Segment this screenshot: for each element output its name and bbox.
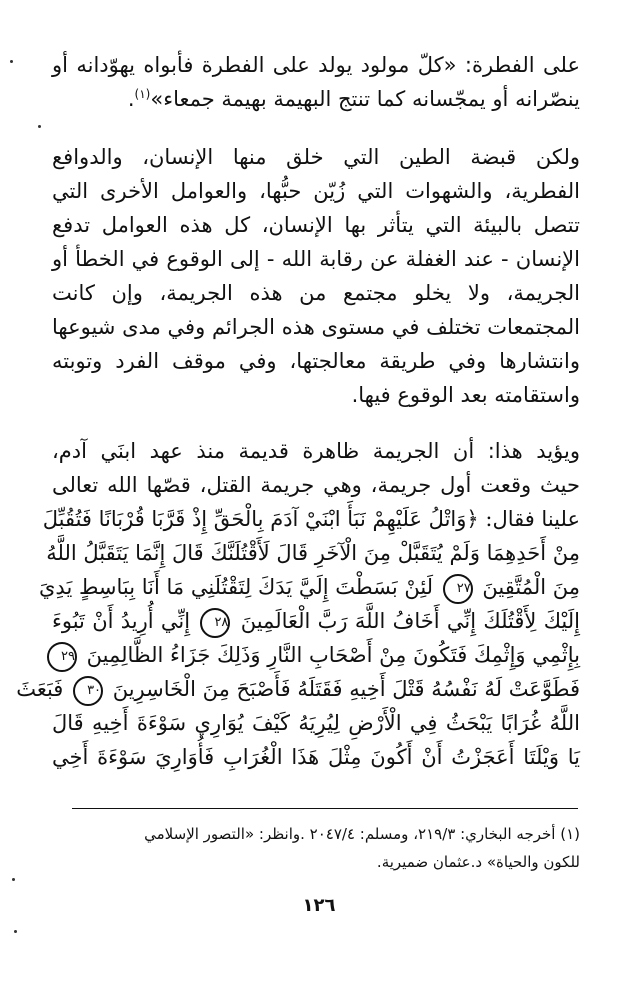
- scan-speck: [10, 60, 13, 63]
- text-line: وانتشارها وفي طريقة معالجتها، وفي موقف الفرد وتوبته: [52, 349, 580, 373]
- quran-text: بِإِثْمِي وَإِثْمِكَ فَتَكُونَ مِنْ أَصْحَابِ النَّارِ وَذَلِكَ جَزَاءُ الظَّالِمِينَ: [79, 643, 580, 667]
- text-line: تتصل بالبيئة التي يتأثر بها الإنسان، كل هذه العوامل تدفع: [52, 213, 580, 237]
- quran-line: [52, 638, 580, 672]
- quran-line: [42, 502, 580, 536]
- ayah-number-marker: ٢٩: [47, 642, 77, 672]
- quran-line: [52, 706, 580, 740]
- paragraph-3: [52, 434, 580, 502]
- text-line: ولكن قبضة الطين التي خلق منها الإنسان، والدوافع: [52, 145, 580, 169]
- scan-speck: [14, 930, 17, 933]
- text-line: على الفطرة: «كلّ مولود يولد على الفطرة فأبواه يهوّدانه أو: [52, 53, 580, 77]
- text-line: ينصّرانه أو يمجّسانه كما تنتج البهيمة بهيمة جمعاء»: [150, 87, 580, 111]
- quran-line: [46, 536, 580, 570]
- text-line-with-ref: ينصّرانه أو يمجّسانه كما تنتج البهيمة بهيمة جمعاء»$^{(١)}$.: [127, 87, 580, 111]
- quran-verses: [16, 502, 580, 774]
- footnotes: [52, 820, 580, 876]
- text-line: واستقامته بعد الوقوع فيها.: [351, 383, 580, 407]
- quran-text: لَئِنْ بَسَطْتَ إِلَيَّ يَدَكَ لِتَقْتُلَنِي مَا أَنَا بِبَاسِطٍ يَدِيَ: [38, 575, 440, 599]
- quran-text: اللَّهُ غُرَابًا يَبْحَثُ فِي الْأَرْضِ لِيُرِيَهُ كَيْفَ يُوَارِي سَوْءَةَ أَخِيهِ قَالَ: [52, 711, 580, 735]
- text-line: الجريمة، ولا يخلو مجتمع من هذه الجريمة، وإن كانت: [52, 281, 580, 305]
- scan-speck: [38, 125, 41, 128]
- page-number: ١٢٦: [302, 895, 336, 916]
- paragraph-2: [52, 140, 580, 412]
- quran-text: فَبَعَثَ: [16, 677, 71, 701]
- ayah-number-marker: ٢٧: [443, 574, 473, 604]
- quran-line: [38, 570, 580, 604]
- quran-text: يَا وَيْلَتَا أَعَجَزْتُ أَنْ أَكُونَ مِثْلَ هَذَا الْغُرَابِ فَأُوَارِيَ سَوْءَةَ أَخِي: [52, 745, 580, 769]
- quran-text: مِنَ الْمُتَّقِينَ: [475, 575, 580, 599]
- text-line: الإنسان - عند الغفلة عن رقابة الله - إلى الوقوع في الخطأ أو: [52, 247, 580, 271]
- quran-text: إِلَيْكَ لِأَقْتُلَكَ إِنِّي أَخَافُ اللَّهَ رَبَّ الْعَالَمِينَ: [233, 609, 580, 633]
- footnote-line: (١) أخرجه البخاري: ٢١٩/٣، ومسلم: ٢٠٤٧/٤ .وانظر: «التصور الإسلامي: [144, 825, 580, 843]
- scan-speck: [12, 878, 15, 881]
- quran-text: إِنِّي أُرِيدُ أَنْ تَبُوءَ: [52, 609, 198, 633]
- text-line: ويؤيد هذا: أن الجريمة ظاهرة قديمة منذ عهد ابنَي آدم،: [52, 439, 580, 463]
- ayah-number-marker: ٢٨: [200, 608, 230, 638]
- paragraph-1: [52, 48, 580, 116]
- footnote-line: للكون والحياة» د.عثمان ضميرية.: [376, 853, 580, 871]
- ayah-number-marker: ٣٠: [73, 676, 103, 706]
- quran-line: [16, 672, 580, 706]
- footnote-reference[interactable]: (١): [134, 87, 151, 101]
- quran-text: علينا فقال: ﴿وَاتْلُ عَلَيْهِمْ نَبَأَ ابْنَيْ آدَمَ بِالْحَقِّ إِذْ قَرَّبَا قُرْبَانًا فَتُقُبِّلَ: [42, 507, 580, 531]
- footnote-divider: [72, 808, 578, 809]
- quran-line: [52, 604, 580, 638]
- text-line: المجتمعات تختلف في مستوى هذه الجرائم وفي مدى شيوعها: [52, 315, 580, 339]
- quran-line: [52, 740, 580, 774]
- quran-text: مِنْ أَحَدِهِمَا وَلَمْ يُتَقَبَّلْ مِنَ الْآخَرِ قَالَ لَأَقْتُلَنَّكَ قَالَ إِنَّمَا يَتَقَبَّلُ اللَّهُ: [46, 541, 580, 565]
- text-line: الفطرية، والشهوات التي زُيّن حبُّها، والعوامل الأخرى التي: [52, 179, 580, 203]
- text-line: حيث وقعت أول جريمة، وهي جريمة القتل، قصّها الله تعالى: [52, 473, 580, 497]
- quran-text: فَطَوَّعَتْ لَهُ نَفْسُهُ قَتْلَ أَخِيهِ فَقَتَلَهُ فَأَصْبَحَ مِنَ الْخَاسِرِينَ: [106, 677, 580, 701]
